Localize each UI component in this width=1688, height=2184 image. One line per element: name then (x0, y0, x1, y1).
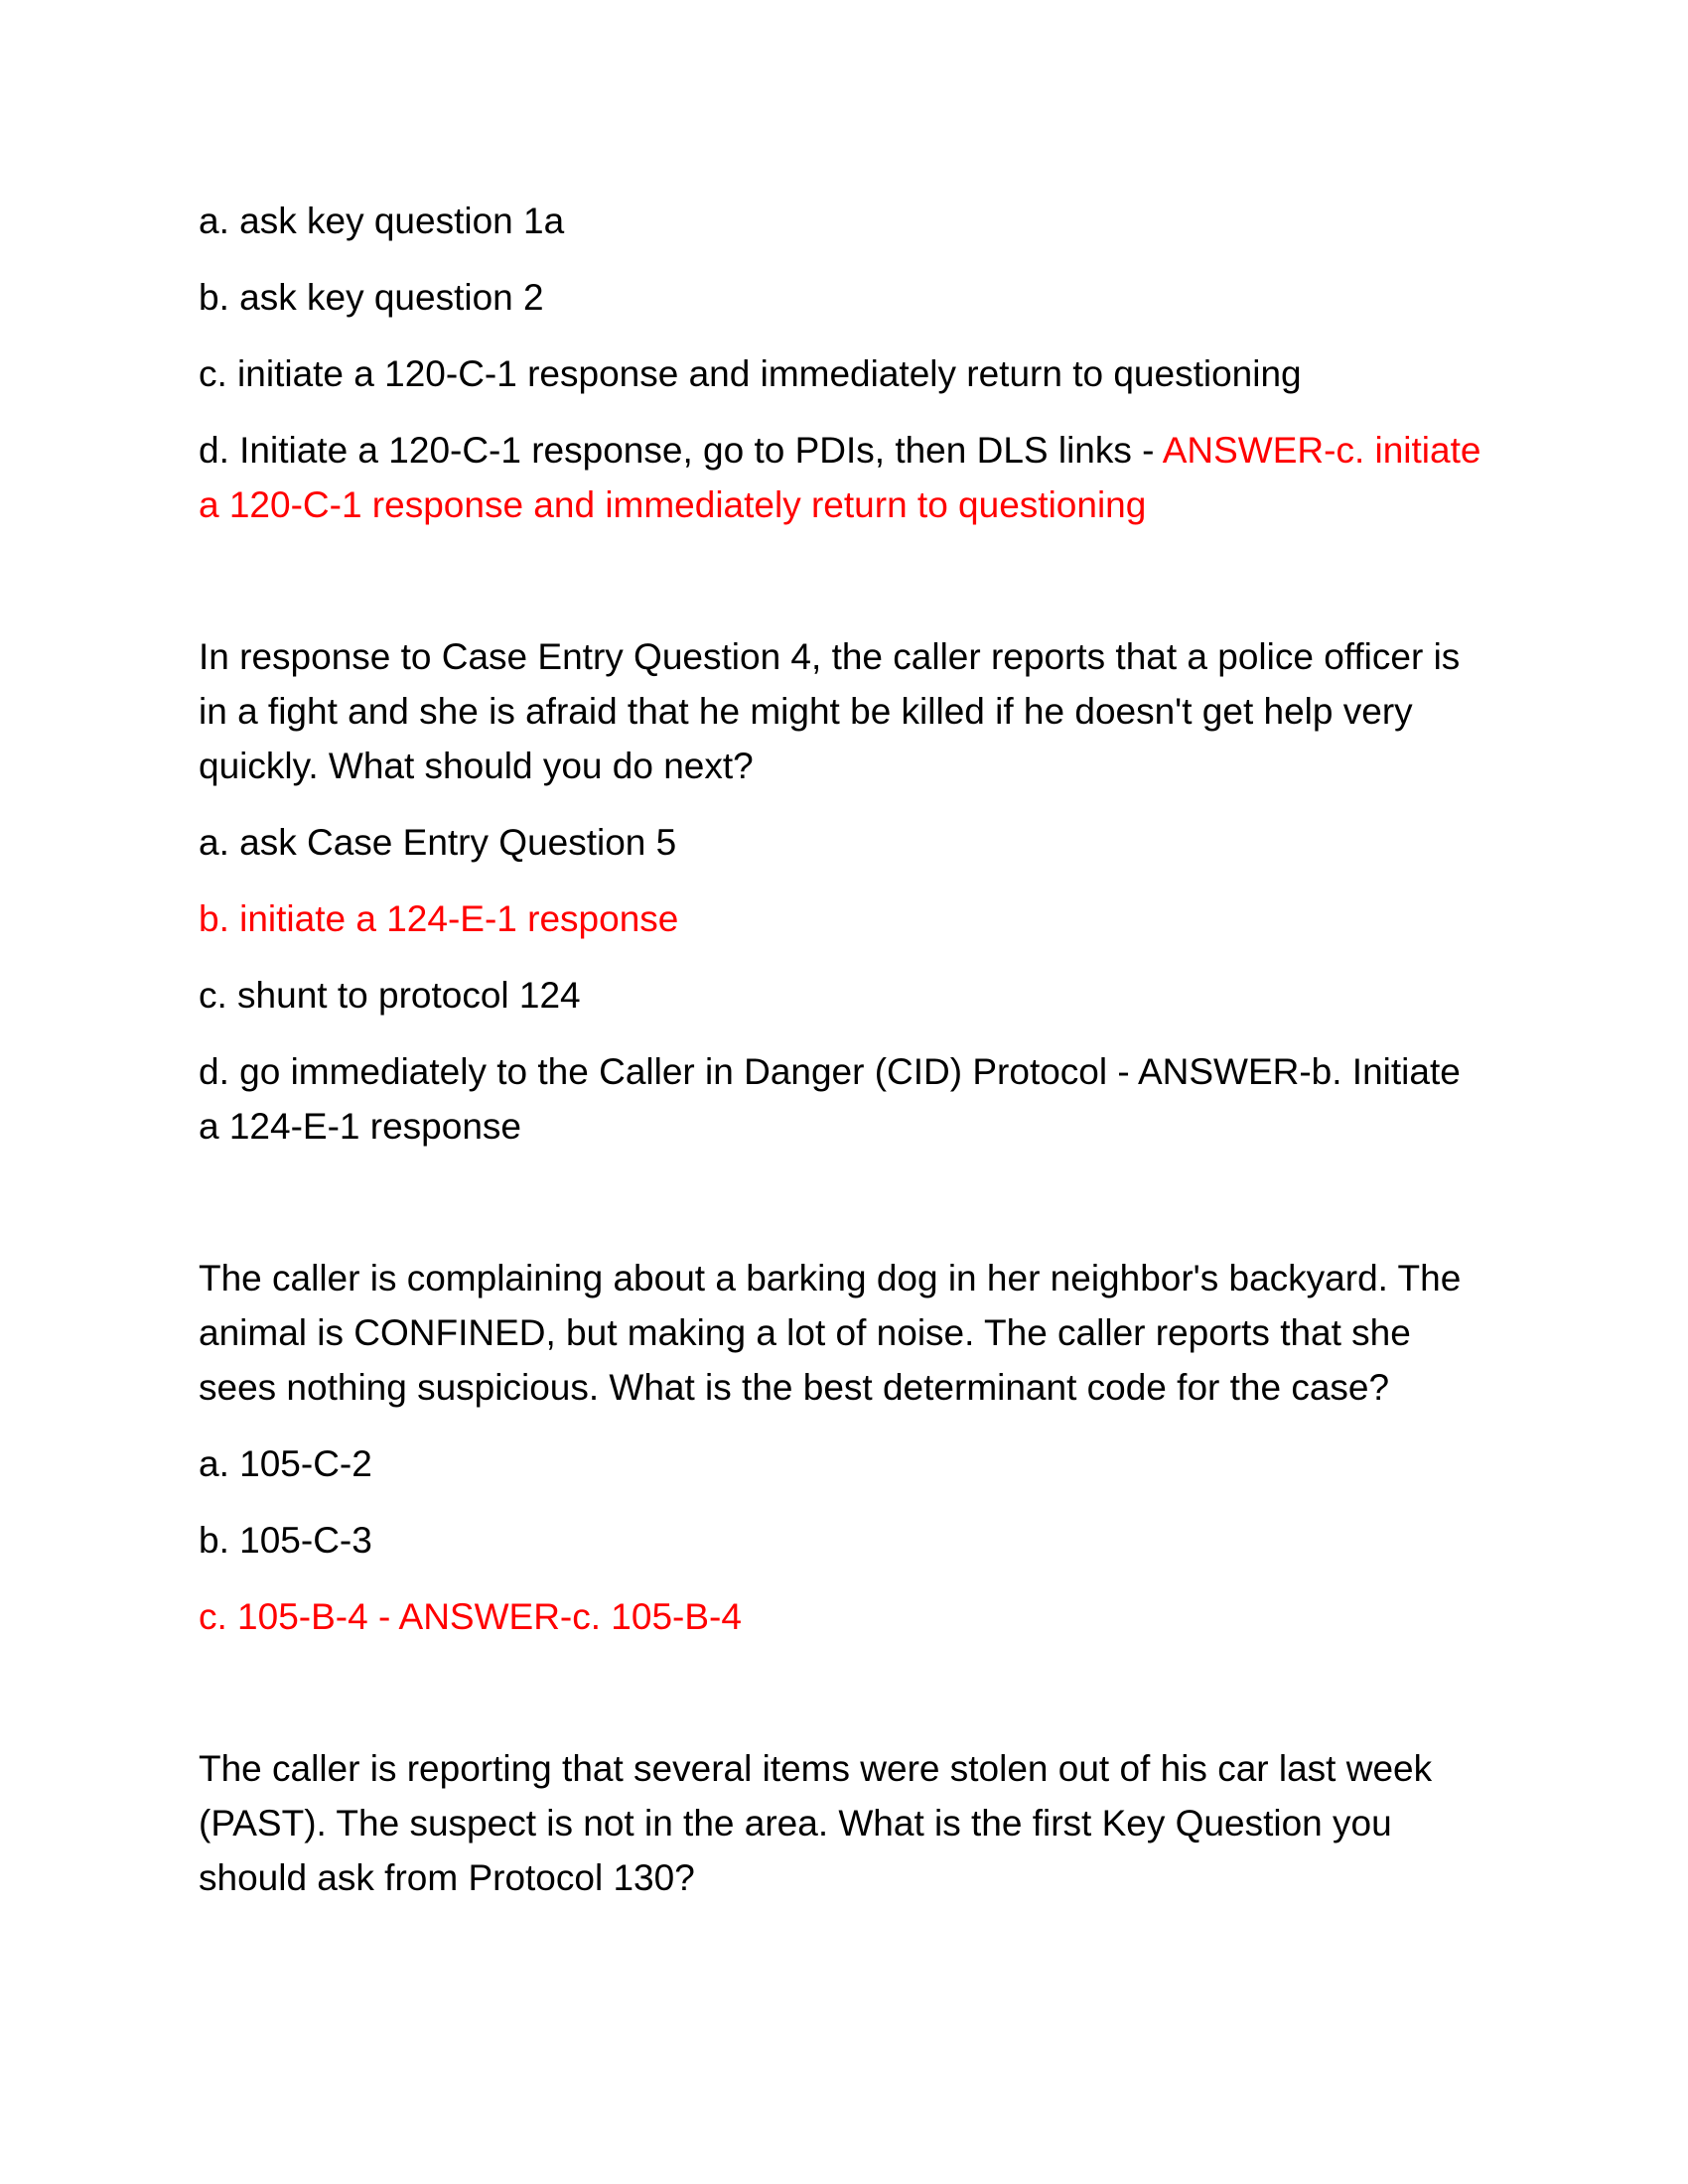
block1-option-a: a. ask key question 1a (199, 201, 565, 241)
block2-option-b: b. initiate a 124-E-1 response (199, 898, 679, 939)
block1-option-b: b. ask key question 2 (199, 277, 544, 318)
block1-option-c: c. initiate a 120-C-1 response and immediately return to questioning (199, 353, 1302, 394)
block3-option-c: c. 105-B-4 - ANSWER-c. 105-B-4 (199, 1596, 742, 1637)
block1-option-d (199, 423, 1489, 532)
block3-option-a: a. 105-C-2 (199, 1443, 372, 1484)
block3-question: The caller is complaining about a barking dog in her neighbor's backyard. The animal is CONFINED, but making a lot of noise. The caller reports that she sees nothing suspicious. What is the best determinant code for the case? (199, 1258, 1462, 1408)
block2-option-a: a. ask Case Entry Question 5 (199, 822, 677, 863)
document-content (199, 194, 1489, 1927)
block3-option-b: b. 105-C-3 (199, 1520, 372, 1561)
block2-option-d: d. go immediately to the Caller in Danger (CID) Protocol - ANSWER-b. Initiate a 124-E-1 response (199, 1051, 1461, 1147)
block2-question: In response to Case Entry Question 4, the caller reports that a police officer is in a fight and she is afraid that he might be killed if he doesn't get help very quickly. What should you do next? (199, 636, 1461, 786)
block1-answer: ANSWER-c. initiate a 120-C-1 response and immediately return to questioning (199, 430, 1481, 525)
block1-option-d-text: d. Initiate a 120-C-1 response, go to PDIs, then DLS links - (199, 430, 1163, 471)
block2-option-c: c. shunt to protocol 124 (199, 975, 581, 1016)
block4-question: The caller is reporting that several items were stolen out of his car last week (PAST). The suspect is not in the area. What is the first Key Question you should ask from Protocol 130? (199, 1748, 1433, 1898)
